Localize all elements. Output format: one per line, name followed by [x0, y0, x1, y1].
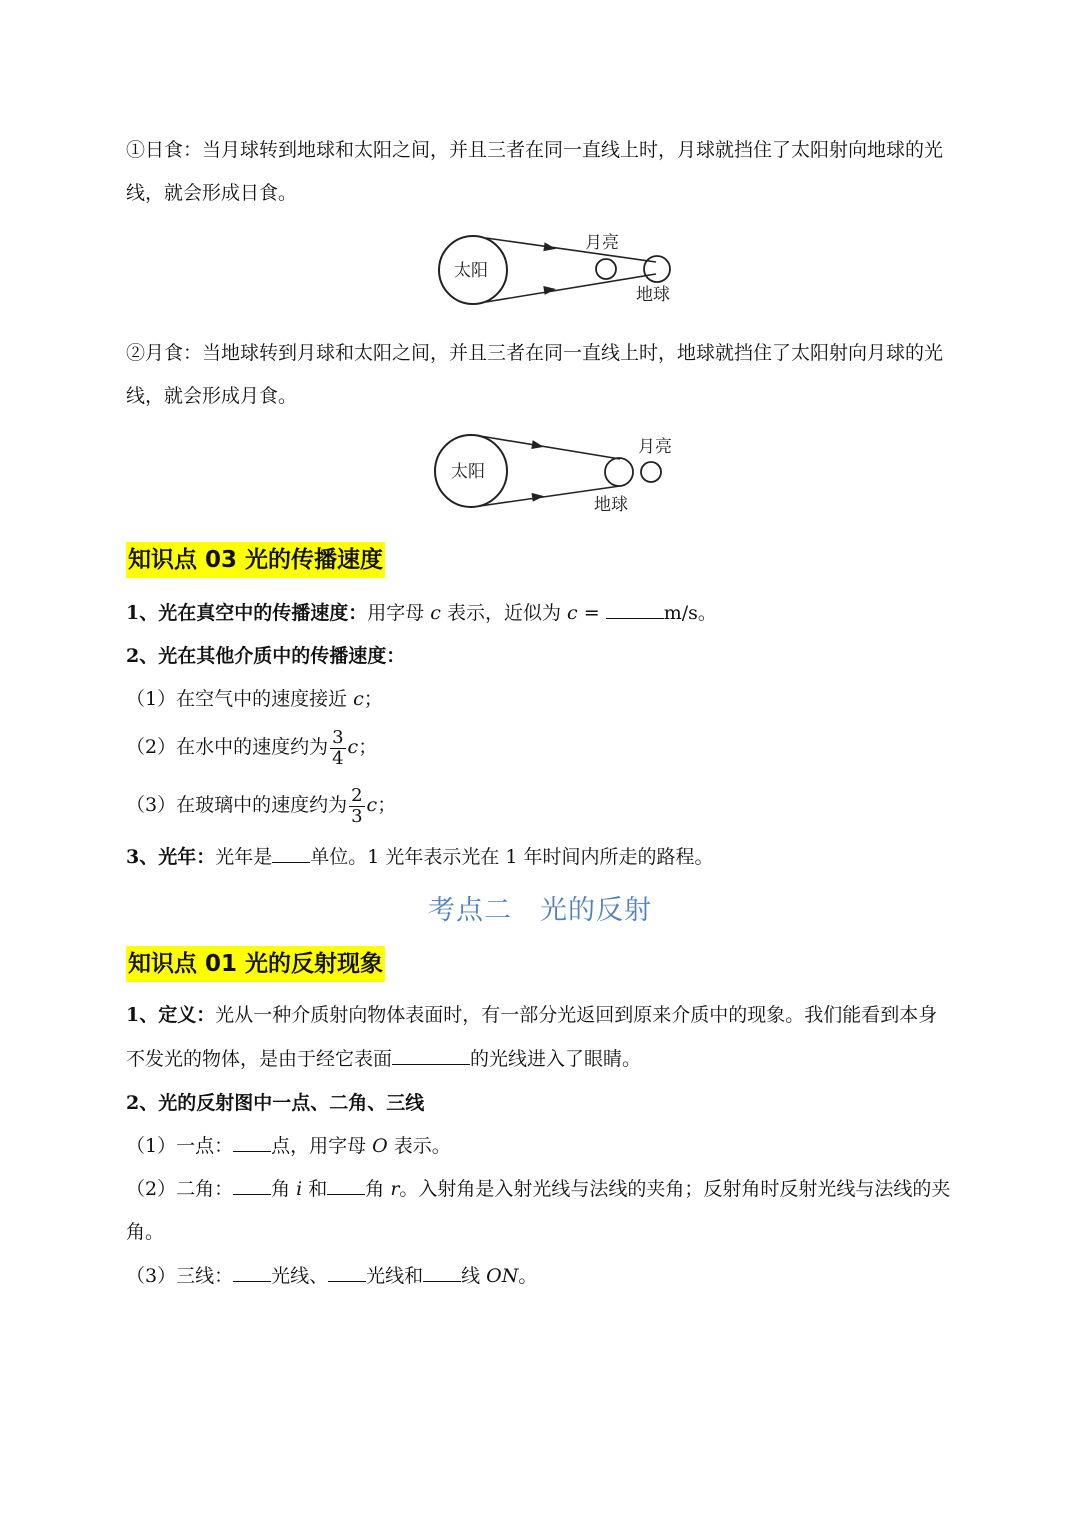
moon-circle	[596, 259, 616, 279]
lunar-eclipse-line2: 线，就会形成月食。	[126, 385, 298, 407]
kp03-item3: 3、光年：光年是 单位。1 光年表示光在 1 年时间内所走的路程。	[126, 846, 714, 868]
moon-label: 月亮	[585, 233, 619, 253]
kp03-sub1: （1）在空气中的速度接近 c；	[126, 688, 383, 710]
kp01-sub1: （1）一点： 点，用字母 O 表示。	[126, 1135, 451, 1157]
kp01-heading: 知识点 01 光的反射现象	[126, 946, 385, 982]
reflected-ray-blank[interactable]	[328, 1263, 366, 1282]
earth-label: 地球	[636, 285, 670, 305]
normal-line-blank[interactable]	[423, 1263, 461, 1282]
kp03-item2: 2、光在其他介质中的传播速度：	[126, 645, 406, 667]
reflection-blank[interactable]	[392, 1046, 470, 1065]
kp01-sub2: （2）二角： 角 i 和 角 r。入射角是入射光线与法线的夹角；反射角时反射光线与法线的夹	[126, 1178, 951, 1200]
kp01-sub3: （3）三线： 光线、 光线和 线 ON。	[126, 1265, 538, 1287]
sun-label: 太阳	[451, 462, 485, 482]
kp01-item2: 2、光的反射图中一点、二角、三线	[126, 1092, 425, 1114]
light-year-blank[interactable]	[272, 844, 310, 863]
point-blank[interactable]	[233, 1133, 271, 1152]
moon-circle	[641, 462, 661, 482]
solar-eclipse-line2: 线，就会形成日食。	[126, 182, 298, 204]
earth-circle	[605, 458, 633, 486]
angle-i-blank[interactable]	[233, 1176, 271, 1195]
kp01-sub2-line2: 角。	[126, 1221, 165, 1243]
kp03-sub3: （3）在玻璃中的速度约为 $\frac{2}{3}$ c；	[126, 784, 397, 827]
kp03-heading: 知识点 03 光的传播速度	[126, 542, 385, 578]
kp01-item1-line2: 不发光的物体，是由于经它表面 的光线进入了眼睛。	[126, 1048, 642, 1070]
kp03-sub2: （2）在水中的速度约为 $\frac{3}{4}$ c；	[126, 726, 378, 769]
solar-eclipse-line1: ①日食：当月球转到地球和太阳之间，并且三者在同一直线上时，月球就挡住了太阳射向地球的光	[126, 139, 944, 161]
speed-blank[interactable]	[606, 600, 664, 619]
kp01-item1-line1: 1、定义：光从一种介质射向物体表面时，有一部分光返回到原来介质中的现象。我们能看到本身	[126, 1004, 938, 1026]
lunar-eclipse-diagram	[428, 430, 688, 518]
fraction-three-quarters: $\frac{3}{4}$	[332, 726, 344, 769]
incident-ray-blank[interactable]	[233, 1263, 271, 1282]
lunar-eclipse-line1: ②月食：当地球转到月球和太阳之间，并且三者在同一直线上时，地球就挡住了太阳射向月球的光	[126, 342, 944, 364]
moon-label: 月亮	[638, 437, 672, 457]
earth-circle	[644, 256, 670, 282]
sun-label: 太阳	[454, 261, 488, 281]
solar-eclipse-diagram	[430, 226, 690, 310]
kp03-item1: 1、光在真空中的传播速度：用字母 c 表示，近似为 c = m/s。	[126, 602, 717, 624]
angle-r-blank[interactable]	[327, 1176, 365, 1195]
earth-label: 地球	[594, 495, 628, 515]
fraction-two-thirds: $\frac{2}{3}$	[351, 784, 363, 827]
section-title: 考点二 光的反射	[428, 895, 652, 926]
